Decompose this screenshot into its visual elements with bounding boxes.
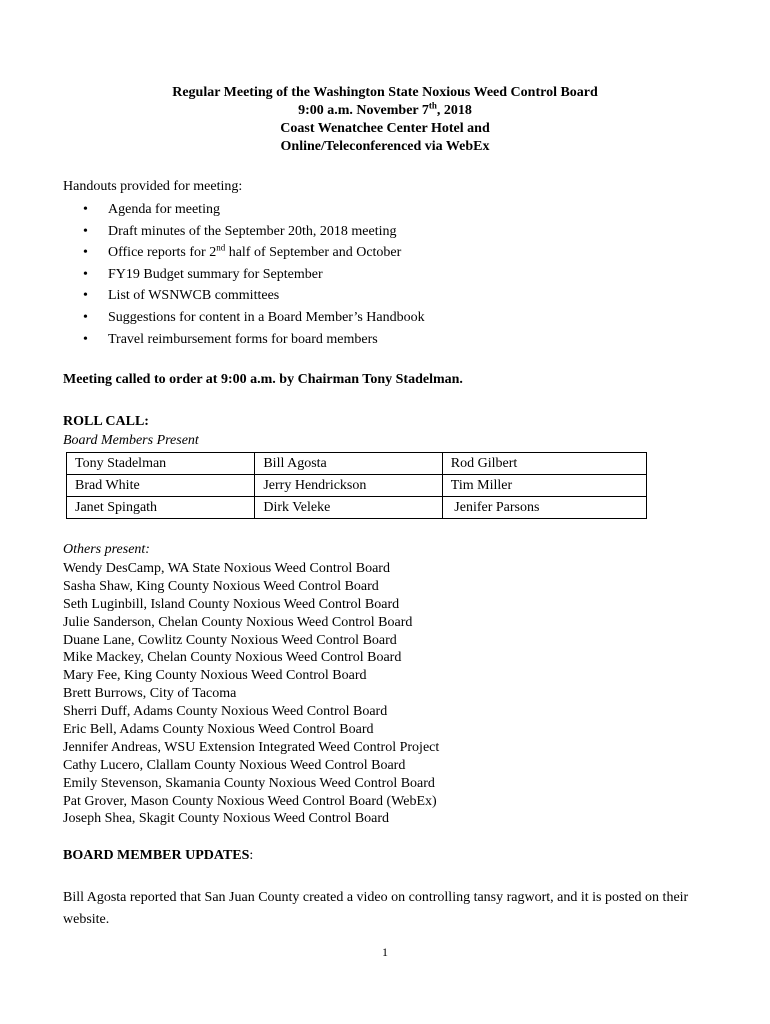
page-number: 1 — [382, 945, 388, 959]
list-item: • Suggestions for content in a Board Member’s Handbook — [63, 308, 425, 330]
meeting-online: Online/Teleconferenced via WebEx — [280, 139, 490, 154]
table-cell: Rod Gilbert — [442, 453, 646, 475]
table-cell: Tony Stadelman — [67, 453, 255, 475]
called-to-order: Meeting called to order at 9:00 a.m. by Chairman Tony Stadelman. — [63, 372, 463, 387]
list-item: • Travel reimbursement forms for board members — [63, 330, 425, 352]
handouts-list — [63, 200, 425, 351]
others-present-heading: Others present: — [63, 542, 150, 557]
board-member-updates-heading: BOARD MEMBER UPDATES: — [63, 848, 254, 863]
list-item: Sasha Shaw, King County Noxious Weed Control Board — [63, 578, 379, 594]
table-cell: Jenifer Parsons — [442, 497, 646, 519]
meeting-location: Coast Wenatchee Center Hotel and — [280, 121, 490, 136]
bullet-icon: • — [83, 202, 88, 217]
list-item: Mike Mackey, Chelan County Noxious Weed Control Board — [63, 650, 402, 666]
list-item: • FY19 Budget summary for September — [63, 265, 425, 287]
table-row — [67, 453, 647, 475]
list-item: • Agenda for meeting — [63, 200, 425, 222]
list-item: Julie Sanderson, Chelan County Noxious Weed Control Board — [63, 614, 413, 630]
list-item: Sherri Duff, Adams County Noxious Weed Control Board — [63, 704, 388, 720]
list-item: Joseph Shea, Skagit County Noxious Weed Control Board — [63, 811, 390, 827]
bullet-icon: • — [83, 309, 88, 325]
meeting-title: Regular Meeting of the Washington State Noxious Weed Control Board — [172, 85, 598, 100]
list-item: Eric Bell, Adams County Noxious Weed Control Board — [63, 722, 374, 738]
bullet-icon: • — [83, 266, 88, 282]
update-paragraph: Bill Agosta reported that San Juan County created a video on controlling tansy ragwort, and it is posted on their website. — [63, 890, 689, 927]
list-item: Duane Lane, Cowlitz County Noxious Weed Control Board — [63, 632, 397, 648]
list-item: • List of WSNWCB committees — [63, 286, 425, 308]
table-cell: Brad White — [67, 475, 255, 497]
table-cell: Dirk Veleke — [255, 497, 442, 519]
meeting-title-block — [0, 84, 770, 156]
list-item: Jennifer Andreas, WSU Extension Integrated Weed Control Project — [63, 739, 440, 755]
table-cell: Bill Agosta — [255, 453, 442, 475]
list-item: Brett Burrows, City of Tacoma — [63, 686, 237, 702]
list-item: Cathy Lucero, Clallam County Noxious Weed Control Board — [63, 757, 406, 773]
list-item: • Office reports for 2nd half of September and October — [63, 243, 425, 265]
list-item: Emily Stevenson, Skamania County Noxious Weed Control Board — [63, 775, 435, 791]
handouts-label: Handouts provided for meeting: — [63, 179, 243, 194]
table-cell: Janet Spingath — [67, 497, 255, 519]
members-present-heading: Board Members Present — [63, 433, 199, 448]
list-item: Pat Grover, Mason County Noxious Weed Control Board (WebEx) — [63, 793, 437, 809]
table-cell: Jerry Hendrickson — [255, 475, 442, 497]
bullet-icon: • — [83, 288, 88, 304]
list-item: Mary Fee, King County Noxious Weed Control Board — [63, 668, 367, 684]
bullet-icon: • — [83, 223, 88, 239]
bullet-icon: • — [83, 245, 88, 261]
table-cell: Tim Miller — [442, 475, 646, 497]
meeting-datetime: 9:00 a.m. November 7th, 2018 — [298, 100, 472, 118]
board-members-table — [66, 452, 647, 519]
list-item: Wendy DesCamp, WA State Noxious Weed Control Board — [63, 561, 390, 576]
bullet-icon: • — [83, 331, 88, 347]
list-item: • Draft minutes of the September 20th, 2018 meeting — [63, 222, 425, 244]
list-item: Seth Luginbill, Island County Noxious Weed Control Board — [63, 596, 400, 612]
table-row — [67, 497, 647, 519]
roll-call-heading: ROLL CALL: — [63, 414, 149, 429]
table-row — [67, 475, 647, 497]
others-present-list — [63, 560, 439, 828]
